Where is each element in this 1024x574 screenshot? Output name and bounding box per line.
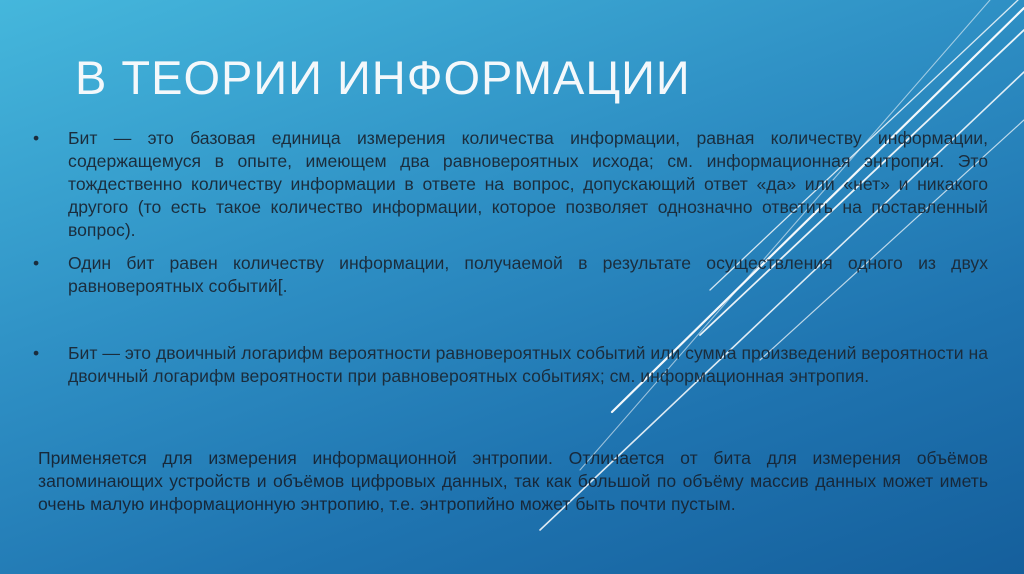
slide-title: В ТЕОРИИ ИНФОРМАЦИИ <box>75 51 691 104</box>
bullet-marker: • <box>33 253 40 273</box>
body-paragraph: Применяется для измерения информационной энтропии. Отличается от бита для измерения объёмов запоминающих устройств и объёмов цифровых данных, так как большой по объёму массив данных может иметь очень малую информационную энтропию, т.е. энтропийно может быть почти пустым. <box>38 448 988 514</box>
bullet-text: Бит — это базовая единица измерения количества информации, равная количеству информации, содержащемуся в опыте, имеющем два равновероятных исхода; см. информационная энтропия. Это тождественно количеству информации в ответе на вопрос, допускающий ответ «да» или «нет» и никакого другого (то есть такое количество информации, которое позволяет однозначно ответить на поставленный вопрос). <box>68 128 988 240</box>
bullet-marker: • <box>33 343 40 363</box>
bullet-marker: • <box>33 128 40 148</box>
bullet-text: Один бит равен количеству информации, получаемой в результате осуществления одного из двух равновероятных событий[. <box>68 253 988 296</box>
bullet-list <box>30 127 988 388</box>
bullet-item <box>30 252 988 298</box>
bullet-item <box>30 127 988 242</box>
bullet-text: Бит — это двоичный логарифм вероятности равновероятных событий или сумма произведений вероятности на двоичный логарифм вероятности при равновероятных событиях; см. информационная энтропия. <box>68 343 988 386</box>
bullet-item <box>30 342 988 388</box>
